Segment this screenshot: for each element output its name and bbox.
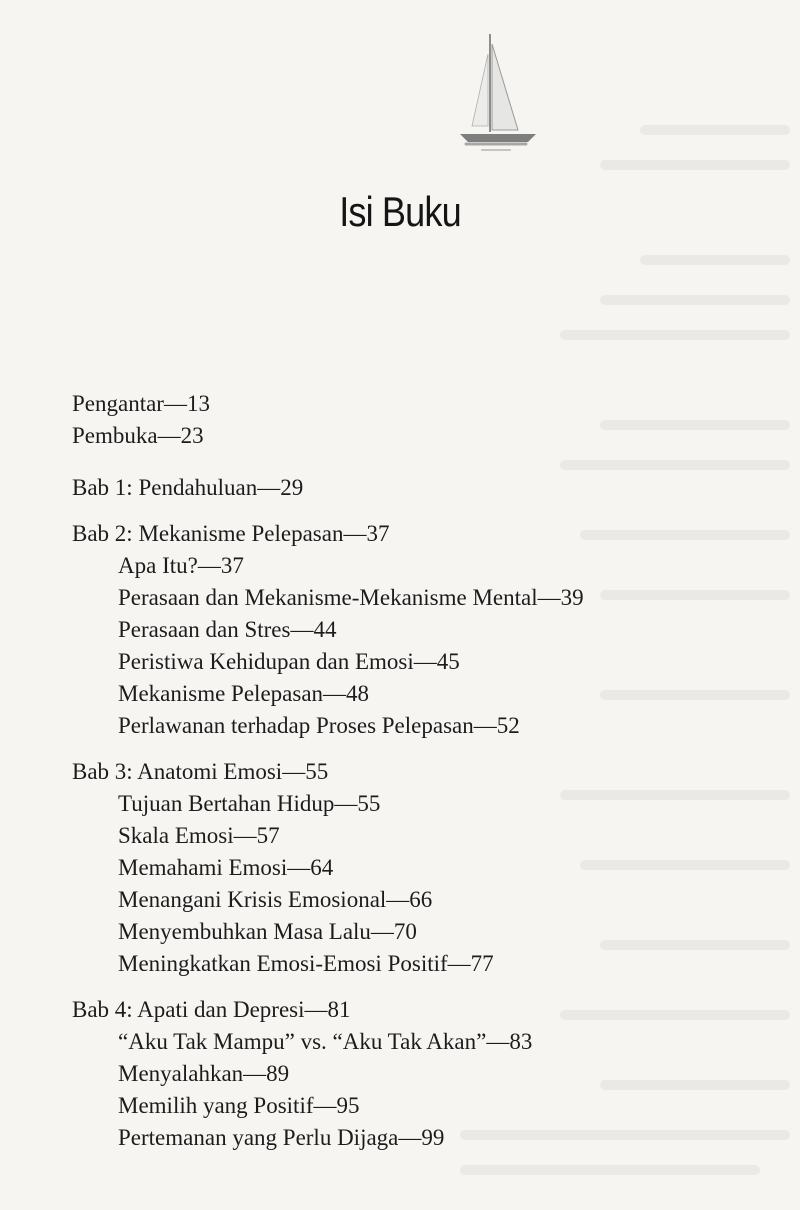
table-of-contents: [72, 388, 584, 1154]
toc-section: Perasaan dan Mekanisme-Mekanisme Mental—39: [118, 585, 584, 610]
toc-section: Memahami Emosi—64: [118, 855, 334, 880]
toc-section: “Aku Tak Mampu” vs. “Aku Tak Akan”—83: [118, 1029, 533, 1054]
toc-section: Menyalahkan—89: [118, 1061, 290, 1086]
toc-chapter-4: Bab 4: Apati dan Depresi—81: [72, 997, 351, 1022]
page-title: Isi Buku: [339, 188, 461, 235]
toc-section: Apa Itu?—37: [118, 553, 244, 578]
toc-section: Meningkatkan Emosi-Emosi Positif—77: [118, 951, 494, 976]
toc-section: Menyembuhkan Masa Lalu—70: [118, 919, 417, 944]
toc-section: Pertemanan yang Perlu Dijaga—99: [118, 1125, 445, 1150]
toc-chapter-2: Bab 2: Mekanisme Pelepasan—37: [72, 521, 390, 546]
toc-section: Menangani Krisis Emosional—66: [118, 887, 433, 912]
toc-section: Memilih yang Positif—95: [118, 1093, 360, 1118]
sailboat-icon: [452, 32, 542, 172]
toc-entry-pengantar: Pengantar—13: [72, 391, 210, 416]
toc-section: Perlawanan terhadap Proses Pelepasan—52: [118, 713, 520, 738]
toc-section: Mekanisme Pelepasan—48: [118, 681, 370, 706]
toc-entry-pembuka: Pembuka—23: [72, 423, 204, 448]
toc-section: Peristiwa Kehidupan dan Emosi—45: [118, 649, 460, 674]
toc-chapter-3: Bab 3: Anatomi Emosi—55: [72, 759, 329, 784]
toc-chapter-1: Bab 1: Pendahuluan—29: [72, 475, 304, 500]
toc-section: Perasaan dan Stres—44: [118, 617, 337, 642]
toc-section: Tujuan Bertahan Hidup—55: [118, 791, 381, 816]
toc-section: Skala Emosi—57: [118, 823, 280, 848]
